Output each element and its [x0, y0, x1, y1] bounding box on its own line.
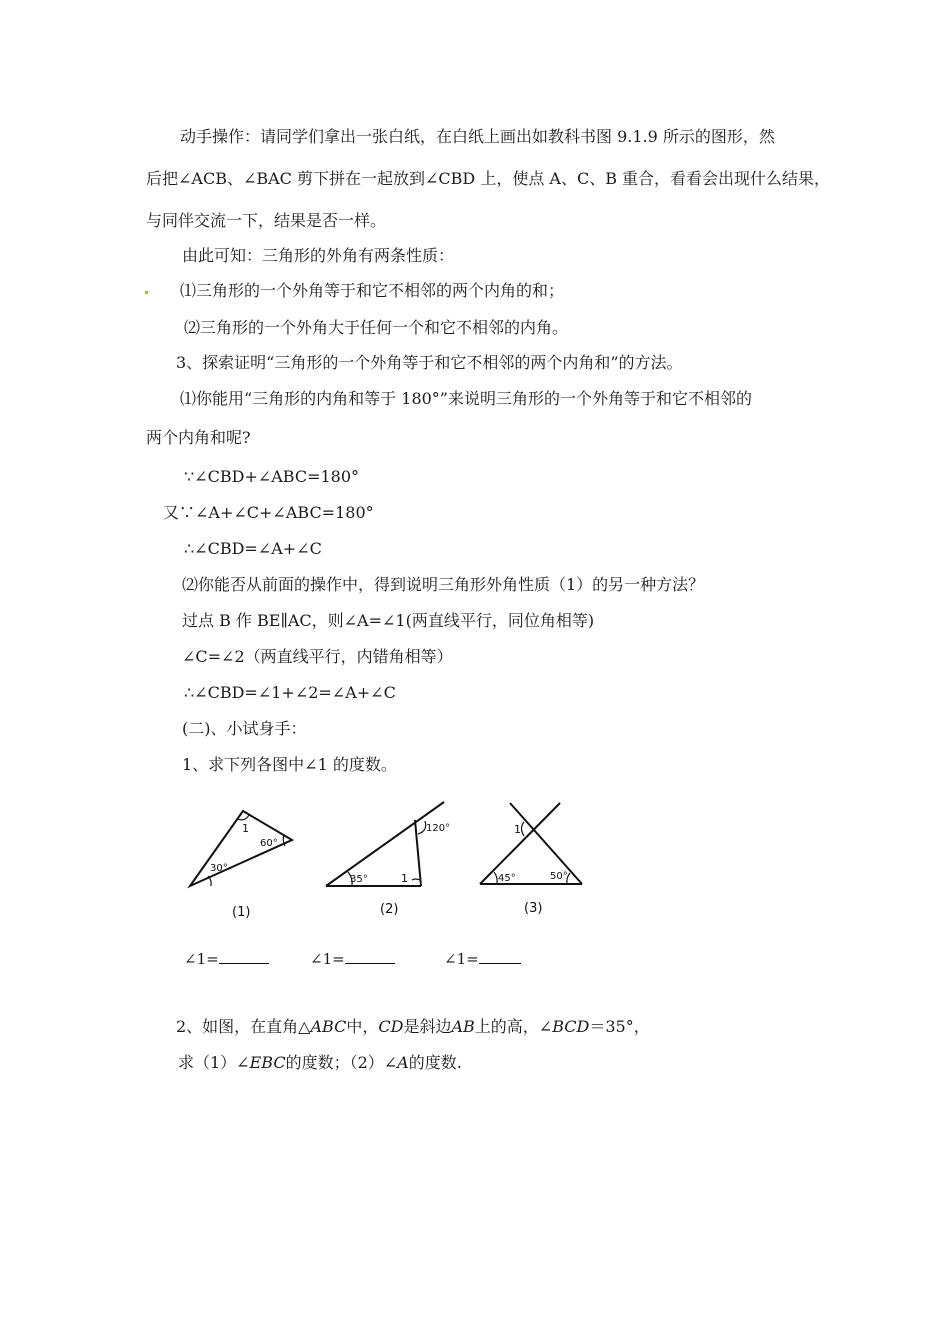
- angle-ebc: EBC: [249, 1053, 286, 1072]
- problem-2-text: ＝35°，: [589, 1017, 650, 1036]
- problem-2-text: 求（1）∠: [178, 1053, 250, 1072]
- triangle-abc: ABC: [310, 1017, 347, 1036]
- proof-step-2: 又∵∠A+∠C+∠ABC=180°: [163, 503, 374, 522]
- figure-3: [474, 800, 594, 925]
- paragraph-operation-line1: 动手操作：请同学们拿出一张白纸，在白纸上画出如教科书图 9.1.9 所示的图形，然: [180, 127, 775, 146]
- angle-a: A: [397, 1053, 409, 1072]
- problem-2-text: 的度数.: [408, 1053, 462, 1072]
- angle-bcd: BCD: [552, 1017, 590, 1036]
- property-2: ⑵三角形的一个外角大于任何一个和它不相邻的内角。: [184, 318, 569, 337]
- fig1-label-60: 60°: [260, 838, 278, 849]
- practice-question-1: 1、求下列各图中∠1 的度数。: [182, 755, 397, 774]
- stray-mark: [145, 291, 148, 294]
- question-1-line2: 两个内角和呢?: [146, 428, 251, 447]
- problem-2-text: 中，: [346, 1017, 379, 1036]
- fig1-label-1: 1: [242, 822, 249, 835]
- figure-2: [320, 798, 450, 923]
- proof-step-3: ∴∠CBD=∠A+∠C: [184, 539, 322, 558]
- problem-2-line1: [176, 1017, 650, 1037]
- fig2-label-35: 35°: [350, 874, 368, 885]
- problem-2-text: 2、如图，在直角△: [176, 1017, 311, 1036]
- fig3-caption: (3): [524, 901, 543, 916]
- problem-2-line2: [178, 1053, 462, 1073]
- problem-2-text: 上的高，∠: [474, 1017, 553, 1036]
- answer-3-label: ∠1=: [444, 950, 479, 968]
- problem-2-text: 是斜边: [403, 1017, 452, 1036]
- construction-step-2: ∠C=∠2（两直线平行，内错角相等）: [182, 647, 453, 666]
- answer-2-blank[interactable]: [345, 949, 395, 964]
- fig3-label-45: 45°: [498, 873, 516, 884]
- answer-2-label: ∠1=: [310, 950, 345, 968]
- answer-3-blank[interactable]: [479, 949, 521, 964]
- paragraph-operation-line2: 后把∠ACB、∠BAC 剪下拼在一起放到∠CBD 上，使点 A、C、B 重合，看看会出现什么结果，: [146, 169, 831, 188]
- answer-1-label: ∠1=: [184, 950, 219, 968]
- question-2: ⑵你能否从前面的操作中，得到说明三角形外角性质（1）的另一种方法？: [182, 575, 705, 594]
- fig3-label-50: 50°: [550, 871, 568, 882]
- problem-2-text: 的度数；（2）∠: [285, 1053, 398, 1072]
- paragraph-conclusion: 由此可知：三角形的外角有两条性质：: [182, 246, 455, 265]
- fig2-label-120: 120°: [426, 823, 450, 834]
- property-1: ⑴三角形的一个外角等于和它不相邻的两个内角的和；: [180, 281, 565, 300]
- segment-cd: CD: [378, 1017, 404, 1036]
- proof-step-1: ∵∠CBD+∠ABC=180°: [184, 467, 360, 486]
- answer-1-blank[interactable]: [219, 949, 269, 964]
- question-1-line1: ⑴你能用“三角形的内角和等于 180°”来说明三角形的一个外角等于和它不相邻的: [180, 389, 752, 408]
- fig1-caption: (1): [232, 905, 251, 920]
- fig2-caption: (2): [380, 902, 399, 917]
- construction-step-1: 过点 B 作 BE∥AC，则∠A=∠1(两直线平行，同位角相等): [182, 611, 595, 630]
- figure-1: [180, 800, 310, 925]
- fig2-label-1: 1: [401, 872, 408, 885]
- paragraph-operation-line3: 与同伴交流一下，结果是否一样。: [146, 211, 387, 230]
- fig1-label-30: 30°: [210, 863, 228, 874]
- segment-ab: AB: [451, 1017, 475, 1036]
- answer-1: [184, 949, 269, 968]
- answer-2: [310, 949, 395, 968]
- section-3-heading: 3、探索证明“三角形的一个外角等于和它不相邻的两个内角和”的方法。: [176, 353, 683, 372]
- answer-3: [444, 949, 521, 968]
- section-practice-heading: (二)、小试身手：: [182, 719, 307, 738]
- fig3-label-1: 1: [514, 823, 521, 836]
- construction-step-3: ∴∠CBD=∠1+∠2=∠A+∠C: [184, 683, 396, 702]
